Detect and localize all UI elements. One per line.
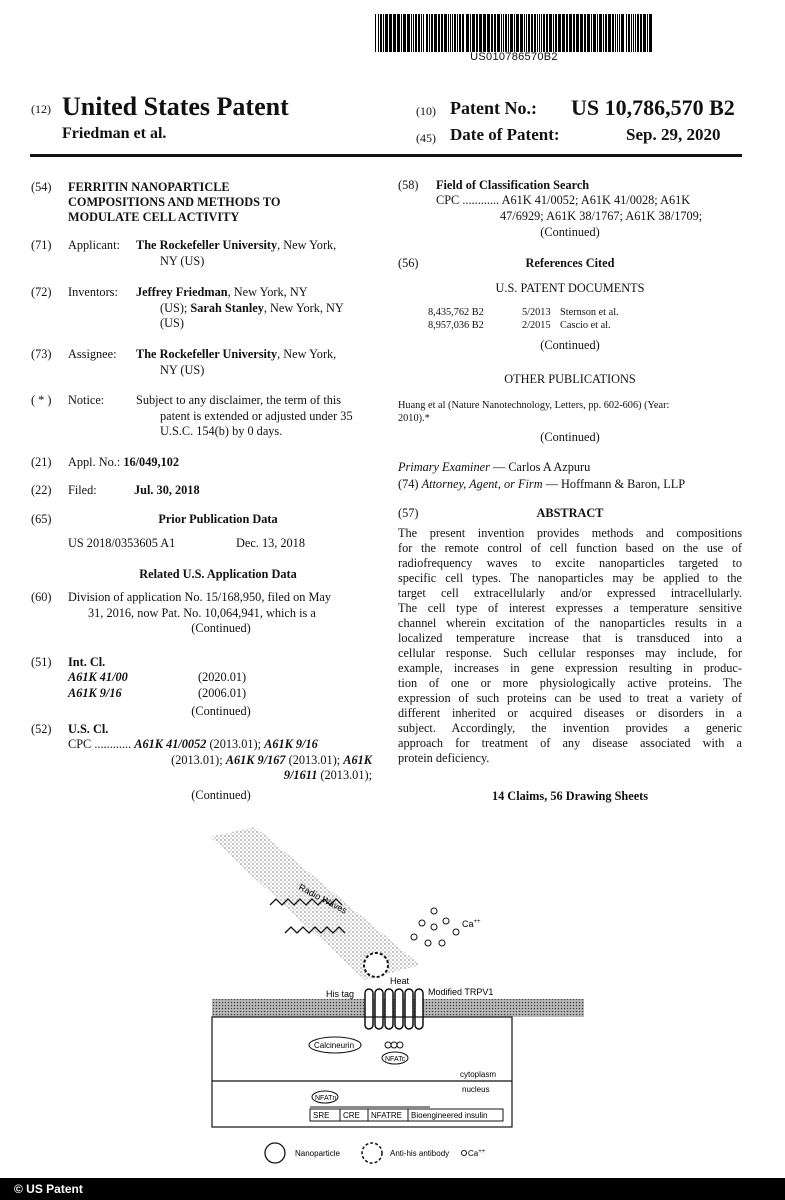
barcode-bar xyxy=(633,14,634,52)
barcode-bar xyxy=(452,14,453,52)
barcode-bar xyxy=(505,14,507,52)
code-12: (12) xyxy=(31,102,51,116)
barcode-bar xyxy=(539,14,540,52)
prior-pub-number: US 2018/0353605 A1 xyxy=(68,536,176,550)
patent-date: Sep. 29, 2020 xyxy=(626,125,721,144)
barcode-bar xyxy=(483,14,486,52)
abstract-line: target cell extracellularly and/or expressed intracellularly. xyxy=(398,586,742,600)
barcode-bar xyxy=(462,14,464,52)
barcode-bar xyxy=(617,14,618,52)
legend-nanoparticle: Nanoparticle xyxy=(295,1149,340,1158)
barcode-bar xyxy=(555,14,557,52)
field-text: CPC ............ A61K 41/0052; A61K 41/0028; A61K 47/6929; A61K 38/1767; A61K 38/1709; xyxy=(436,193,703,223)
barcode-bar xyxy=(516,14,519,52)
barcode-bar xyxy=(418,14,420,52)
abstract-line: expression of such proteins can be used to treat a variety of xyxy=(398,691,742,705)
code-52: (52) xyxy=(31,722,52,736)
uscl-text: CPC ............ A61K 41/0052 (2013.01); A61K 9/16 (2013.01); A61K 9/167 (2013.01); A61K 9/1611 (2013.01); xyxy=(68,737,372,782)
svg-text:NFATRE: NFATRE xyxy=(371,1111,402,1120)
barcode-bar xyxy=(426,14,428,52)
barcode-bar xyxy=(415,14,417,52)
barcode-bar xyxy=(501,14,502,52)
primary-examiner: Primary Examiner — Carlos A Azpuru xyxy=(398,460,591,474)
calcineurin-label: Calcineurin xyxy=(314,1041,355,1050)
other-pubs-continued: (Continued) xyxy=(540,430,600,444)
barcode-bar xyxy=(444,14,447,52)
barcode-bar xyxy=(562,14,565,52)
trpv1-label: Modified TRPV1 xyxy=(428,987,494,997)
code-60: (60) xyxy=(31,590,52,604)
abstract-heading: ABSTRACT xyxy=(536,506,604,520)
field-continued: (Continued) xyxy=(540,225,600,239)
barcode-bar xyxy=(413,14,414,52)
barcode-bar xyxy=(640,14,642,52)
abstract-line: channel wherein excitation of the nanoparticles results in a xyxy=(398,616,742,630)
attorney: (74) Attorney, Agent, or Firm — Hoffmann & Baron, LLP xyxy=(398,477,686,491)
abstract-line: The present invention provides methods and compositions xyxy=(398,526,742,540)
code-71: (71) xyxy=(31,238,52,252)
related-heading: Related U.S. Application Data xyxy=(139,567,297,581)
abstract-line: for the remote control of cell function based on the use of xyxy=(398,541,742,555)
appl-no: Appl. No.: 16/049,102 xyxy=(68,455,180,469)
barcode-bar xyxy=(383,14,384,52)
list-item: 8,435,762 B2 5/2013 Sternson et al. xyxy=(428,307,619,318)
barcode-bar xyxy=(647,14,648,52)
barcode-bar xyxy=(459,14,461,52)
barcode-bar xyxy=(441,14,443,52)
patent-no-label: Patent No.: xyxy=(450,98,537,118)
barcode-bar xyxy=(487,14,490,52)
abstract-line: subject. Accordingly, the invention provides a generic xyxy=(398,721,742,735)
notice-label: Notice: xyxy=(68,393,105,407)
barcode-bar xyxy=(605,14,607,52)
barcode-bar xyxy=(569,14,572,52)
svg-text:CRE: CRE xyxy=(343,1111,360,1120)
abstract-line: specific cell types. The nanoparticles may be applied to the xyxy=(398,571,742,585)
barcode-bar xyxy=(448,14,449,52)
abstract-line: The cell type of interest expresses a temperature sensitive xyxy=(398,601,742,615)
inventors-label: Inventors: xyxy=(68,285,118,299)
barcode-bar xyxy=(637,14,639,52)
radio-waves-label: Radio Waves xyxy=(297,881,349,916)
barcode-bar xyxy=(612,14,614,52)
refs-heading: References Cited xyxy=(525,256,615,270)
nfatc-label: NFATc xyxy=(385,1056,406,1063)
abstract-line: localized temperature increase that is transduced into a xyxy=(398,631,742,645)
barcode-bar xyxy=(584,14,586,52)
code-56: (56) xyxy=(398,256,419,270)
abstract-line: radiofrequency waves to excite nanoparticles targeted to xyxy=(398,556,742,570)
intcl-list: A61K 41/00 (2020.01) A61K 9/16 (2006.01) xyxy=(68,670,247,700)
barcode-bar xyxy=(503,14,504,52)
intcl-continued: (Continued) xyxy=(191,704,251,718)
claims-summary: 14 Claims, 56 Drawing Sheets xyxy=(491,789,649,803)
barcode-bar xyxy=(423,14,424,52)
barcode-bar xyxy=(621,14,624,52)
code-73: (73) xyxy=(31,347,52,361)
ca-label: Ca++ xyxy=(462,919,481,929)
assignee-label: Assignee: xyxy=(68,347,117,361)
code-57: (57) xyxy=(398,506,419,520)
inventors: Jeffrey Friedman, New York, NY (US); Sarah Stanley, New York, NY (US) xyxy=(136,285,344,330)
barcode-bar xyxy=(380,14,382,52)
barcode-bar xyxy=(385,14,388,52)
barcode-bar xyxy=(580,14,583,52)
us-docs-continued: (Continued) xyxy=(540,338,600,352)
uscl-label: U.S. Cl. xyxy=(68,722,109,736)
barcode-bar xyxy=(520,14,523,52)
barcode-bar xyxy=(573,14,575,52)
barcode-bar xyxy=(411,14,412,52)
ferritin-nanoparticle xyxy=(364,953,388,977)
barcode-bar xyxy=(393,14,396,52)
prior-pub-date: Dec. 13, 2018 xyxy=(236,536,305,550)
abstract-line: tion of one or more physiologically active proteins. The xyxy=(398,676,742,690)
invention-title: FERRITIN NANOPARTICLE COMPOSITIONS AND METHODS TO MODULATE CELL ACTIVITY xyxy=(68,180,281,224)
barcode-bar xyxy=(401,14,402,52)
filed-label: Filed: xyxy=(68,483,97,497)
barcode-bar xyxy=(491,14,493,52)
us-docs-heading: U.S. PATENT DOCUMENTS xyxy=(495,281,645,295)
nfatn-label: NFATn xyxy=(315,1095,337,1102)
applicant: The Rockefeller University, New York, NY (US) xyxy=(136,238,337,268)
nfatc-complex xyxy=(385,1042,403,1048)
barcode-bar xyxy=(635,14,636,52)
legend-ca: Ca++ xyxy=(468,1149,486,1158)
barcode-bar xyxy=(549,14,552,52)
notice: Subject to any disclaimer, the term of this patent is extended or adjusted under 35 U.S.C. 154(b) by 0 days. xyxy=(136,393,353,438)
legend-antibody: Anti-his antibody xyxy=(390,1149,450,1158)
list-item: 8,957,036 B2 2/2015 Cascio et al. xyxy=(428,319,611,331)
field-heading: Field of Classification Search xyxy=(436,178,590,192)
barcode-bar xyxy=(397,14,400,52)
code-22: (22) xyxy=(31,483,52,497)
barcode-bar xyxy=(631,14,632,52)
code-10: (10) xyxy=(416,104,436,118)
barcode-bar xyxy=(528,14,530,52)
prior-pub-heading: Prior Publication Data xyxy=(158,512,278,526)
abstract-line: protein deficiency. xyxy=(398,751,490,765)
uscl-continued: (Continued) xyxy=(191,788,251,802)
barcode-number: US010786570B2 xyxy=(470,51,558,63)
barcode-bar xyxy=(628,14,630,52)
barcode-bar xyxy=(472,14,475,52)
authors: Friedman et al. xyxy=(62,125,167,142)
other-pubs-text: Huang et al (Nature Nanotechnology, Letters, pp. 602-606) (Year: 2010).* xyxy=(398,400,670,424)
barcode-bar xyxy=(599,14,602,52)
barcode-bar xyxy=(389,14,392,52)
barcode-bar xyxy=(591,14,592,52)
barcode-bar xyxy=(619,14,620,52)
other-pubs-heading: OTHER PUBLICATIONS xyxy=(504,372,636,386)
barcode-bar xyxy=(626,14,627,52)
code-58: (58) xyxy=(398,178,419,192)
barcode-bar xyxy=(593,14,596,52)
barcode-bar xyxy=(421,14,422,52)
barcode-bar xyxy=(438,14,440,52)
barcode-bar xyxy=(553,14,554,52)
barcode-bar xyxy=(576,14,579,52)
code-45: (45) xyxy=(416,131,436,145)
barcode xyxy=(375,14,653,52)
cell-diagram xyxy=(200,815,600,1175)
barcode-bar xyxy=(494,14,496,52)
filed-date: Jul. 30, 2018 xyxy=(134,483,200,497)
barcode-bar xyxy=(543,14,545,52)
radio-beam xyxy=(210,827,420,980)
barcode-bar xyxy=(546,14,548,52)
barcode-bar xyxy=(615,14,616,52)
barcode-bar xyxy=(508,14,509,52)
barcode-bar xyxy=(479,14,482,52)
barcode-bar xyxy=(429,14,430,52)
cytoplasm-label: cytoplasm xyxy=(460,1070,497,1079)
heat-label: Heat xyxy=(390,976,410,986)
applicant-label: Applicant: xyxy=(68,238,120,252)
barcode-bar xyxy=(466,14,469,52)
barcode-bar xyxy=(407,14,410,52)
barcode-bar xyxy=(476,14,478,52)
barcode-bar xyxy=(566,14,568,52)
abstract-line: different inherited or acquired diseases or disorders in a xyxy=(398,706,742,720)
legend-nanoparticle-icon xyxy=(265,1143,285,1163)
intcl-label: Int. Cl. xyxy=(68,655,106,669)
code-65: (65) xyxy=(31,512,52,526)
barcode-bar xyxy=(375,14,376,52)
code-21: (21) xyxy=(31,455,52,469)
barcode-bar xyxy=(526,14,527,52)
barcode-bar xyxy=(510,14,513,52)
barcode-bar xyxy=(608,14,611,52)
abstract-line: approach for treatment of any disease associated with a xyxy=(398,736,742,750)
svg-text:Bioengineered insulin: Bioengineered insulin xyxy=(411,1111,488,1120)
image-credit: © US Patent xyxy=(14,1182,83,1196)
code-72: (72) xyxy=(31,285,52,299)
us-docs-list xyxy=(428,307,619,332)
barcode-bar xyxy=(497,14,500,52)
division-text: Division of application No. 15/168,950, filed on May 31, 2016, now Pat. No. 10,064,941, which is a (Continued) xyxy=(68,590,331,635)
code-51: (51) xyxy=(31,655,52,669)
barcode-bar xyxy=(587,14,590,52)
barcode-bar xyxy=(643,14,646,52)
his-tag-label: His tag xyxy=(326,989,355,999)
barcode-bar xyxy=(454,14,456,52)
header-rule xyxy=(30,154,742,157)
abstract-line: example, increases in gene expression resulting in produc- xyxy=(398,661,742,675)
barcode-bar xyxy=(450,14,451,52)
barcode-bar xyxy=(457,14,458,52)
promoter-boxes xyxy=(310,1109,503,1121)
barcode-bar xyxy=(541,14,542,52)
code-54: (54) xyxy=(31,180,52,194)
patent-no: US 10,786,570 B2 xyxy=(571,95,735,120)
image-credit-bar xyxy=(0,1178,785,1200)
barcode-bar xyxy=(378,14,379,52)
barcode-bar xyxy=(434,14,437,52)
barcode-bar xyxy=(524,14,525,52)
patent-title: United States Patent xyxy=(62,92,289,121)
barcode-bar xyxy=(649,14,652,52)
barcode-bar xyxy=(603,14,604,52)
code-notice: ( * ) xyxy=(31,393,52,407)
abstract-text xyxy=(398,526,742,766)
svg-text:SRE: SRE xyxy=(313,1111,330,1120)
date-label: Date of Patent: xyxy=(450,125,560,144)
barcode-bar xyxy=(531,14,533,52)
nucleus-label: nucleus xyxy=(462,1085,490,1094)
legend-ca-icon xyxy=(462,1151,467,1156)
barcode-bar xyxy=(597,14,598,52)
barcode-bar xyxy=(514,14,515,52)
barcode-bar xyxy=(470,14,471,52)
barcode-bar xyxy=(537,14,538,52)
barcode-bar xyxy=(431,14,433,52)
abstract-line: cellular response. Such cellular responses may include, for xyxy=(398,646,742,660)
legend-antibody-icon xyxy=(362,1143,382,1163)
assignee: The Rockefeller University, New York, NY (US) xyxy=(136,347,337,377)
calcium-ions xyxy=(411,908,459,946)
barcode-bar xyxy=(403,14,406,52)
barcode-bar xyxy=(534,14,536,52)
barcode-bar xyxy=(558,14,561,52)
